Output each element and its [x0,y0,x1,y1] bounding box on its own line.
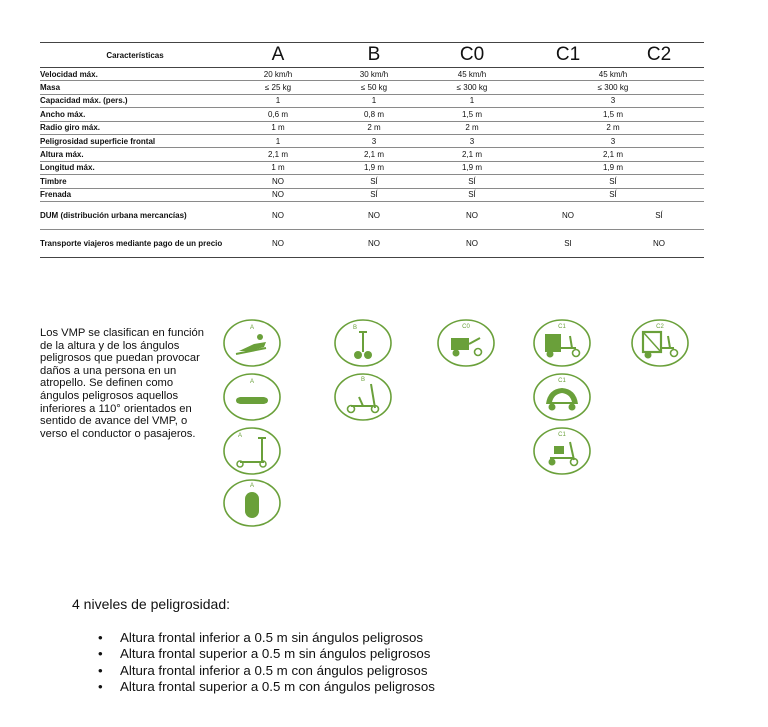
table-row [40,188,704,201]
table-row [40,134,704,147]
list-item [98,646,435,662]
cell-c0: NO [422,229,522,257]
bullet: • [98,646,103,662]
icon-category-label: A [249,379,255,385]
icon-category-label: A [249,325,255,331]
row-label: DUM (distribución urbana mercancías) [40,201,230,229]
vmp-icon-a-3 [222,426,282,476]
list-item-text: Altura frontal superior a 0.5 m con ángulos peligrosos [120,678,435,694]
cell-c1-c2: 3 [522,134,704,147]
vmp-icon-c0-1 [436,318,496,368]
vmp-icon-b-2 [333,372,393,422]
header-category-a: A [230,43,326,68]
list-item [98,663,435,679]
table-header-row [40,43,704,68]
table-row [40,175,704,188]
list-item [98,679,435,695]
tricycle-scooter-icon [532,426,592,476]
bullet: • [98,662,103,678]
icon-category-label: C1 [558,378,566,384]
vmp-icon-c1-3 [532,426,592,476]
row-label: Transporte viajeros mediante pago de un precio [40,229,230,257]
icon-category-label: A [249,483,255,489]
cell-b: 2,1 m [326,148,422,161]
vmp-icon-c1-2 [532,372,592,422]
table-row [40,108,704,121]
icon-category-label: B [360,377,366,383]
vmp-icon-c2-1 [630,318,690,368]
header-category-b: B [326,43,422,68]
vmp-icon-c1-1 [532,318,592,368]
cell-b: SÍ [326,175,422,188]
row-label: Timbre [40,175,230,188]
cell-c0: ≤ 300 kg [422,81,522,94]
seated-scooter-icon [333,372,393,422]
cell-c0: NO [422,201,522,229]
cell-c0: 45 km/h [422,68,522,81]
levels-list [98,630,435,695]
row-label: Frenada [40,188,230,201]
cell-b: 30 km/h [326,68,422,81]
cell-a: 2,1 m [230,148,326,161]
cell-b: NO [326,201,422,229]
cell-b: SÍ [326,188,422,201]
cell-b: 0,8 m [326,108,422,121]
cell-c1: SI [522,229,614,257]
cell-c0: 1 [422,94,522,107]
cell-a: 20 km/h [230,68,326,81]
row-label: Ancho máx. [40,108,230,121]
table-row [40,94,704,107]
cell-b: 1,9 m [326,161,422,174]
cell-b: NO [326,229,422,257]
cell-a: 1 [230,94,326,107]
hoverboard-rider-icon [222,318,282,368]
cargo-trike-icon [532,318,592,368]
cell-c2: SÍ [614,201,704,229]
cell-c1-c2: 1,9 m [522,161,704,174]
cell-c1-c2: 1,5 m [522,108,704,121]
cell-c1-c2: 2,1 m [522,148,704,161]
cell-c0: 1,5 m [422,108,522,121]
cell-c0: SÍ [422,175,522,188]
vmp-icon-a-2 [222,372,282,422]
kick-scooter-icon [222,426,282,476]
row-label: Masa [40,81,230,94]
row-label: Longitud máx. [40,161,230,174]
cell-a: NO [230,229,326,257]
cell-b: 3 [326,134,422,147]
cell-c0: 3 [422,134,522,147]
table-row [40,229,704,257]
cell-c0: 1,9 m [422,161,522,174]
cell-c0: 2 m [422,121,522,134]
bullet: • [98,630,103,645]
row-label: Velocidad máx. [40,68,230,81]
row-label: Altura máx. [40,148,230,161]
vmp-classification-paragraph: Los VMP se clasifican en función de la altura y de los ángulos peligrosos que puedan provocar daños a una persona en un atropello. Se definen como ángulos peligrosos aquellos inferiores a 110° orientados en sentido de avance del VMP, o verso el conductor o pasajeros. [40,327,204,440]
cell-a: 1 m [230,121,326,134]
cell-a: NO [230,188,326,201]
icon-category-label: C1 [558,324,566,330]
table-row [40,148,704,161]
table-row [40,161,704,174]
vmp-icon-a-1 [222,318,282,368]
row-label: Peligrosidad superficie frontal [40,134,230,147]
list-item [98,630,435,646]
cell-c1-c2: SÍ [522,175,704,188]
table-row [40,201,704,229]
vmp-icon-b-1 [333,318,393,368]
monowheel-icon [222,478,282,528]
cargo-cart-icon [436,318,496,368]
icon-category-label: C2 [656,324,664,330]
icon-category-label: C1 [558,432,566,438]
cell-c1-c2: 45 km/h [522,68,704,81]
icon-category-label: A [237,433,243,439]
row-label: Radio giro máx. [40,121,230,134]
bullet: • [98,678,103,694]
hoverboard-icon [222,372,282,422]
cell-a: 0,6 m [230,108,326,121]
row-label: Capacidad máx. (pers.) [40,94,230,107]
icon-category-label: B [352,325,358,331]
vmp-icon-a-4 [222,478,282,528]
cell-a: 1 m [230,161,326,174]
table-row [40,121,704,134]
cell-c0: 2,1 m [422,148,522,161]
header-characteristics: Características [40,43,230,68]
cell-c1-c2: ≤ 300 kg [522,81,704,94]
cell-c1-c2: SÍ [522,188,704,201]
cell-b: ≤ 50 kg [326,81,422,94]
cell-c1: NO [522,201,614,229]
list-item-text: Altura frontal inferior a 0.5 m con ángulos peligrosos [120,662,428,678]
table-row [40,68,704,81]
list-item-text: Altura frontal inferior a 0.5 m sin ángulos peligrosos [120,630,424,645]
cell-b: 1 [326,94,422,107]
header-category-c2: C2 [614,43,704,68]
cell-c2: NO [614,229,704,257]
cell-c0: SÍ [422,188,522,201]
cell-a: 1 [230,134,326,147]
cargo-box-trike-icon [630,318,690,368]
cell-a: NO [230,201,326,229]
header-category-c0: C0 [422,43,522,68]
pedicab-icon [532,372,592,422]
icon-category-label: C0 [462,324,470,330]
cell-b: 2 m [326,121,422,134]
header-category-c1: C1 [522,43,614,68]
table-row [40,81,704,94]
levels-title: 4 niveles de peligrosidad: [72,596,230,612]
cell-a: NO [230,175,326,188]
cell-a: ≤ 25 kg [230,81,326,94]
list-item-text: Altura frontal superior a 0.5 m sin ángulos peligrosos [120,646,431,662]
vmp-characteristics-table [40,42,704,258]
cell-c1-c2: 3 [522,94,704,107]
segway-icon [333,318,393,368]
cell-c1-c2: 2 m [522,121,704,134]
